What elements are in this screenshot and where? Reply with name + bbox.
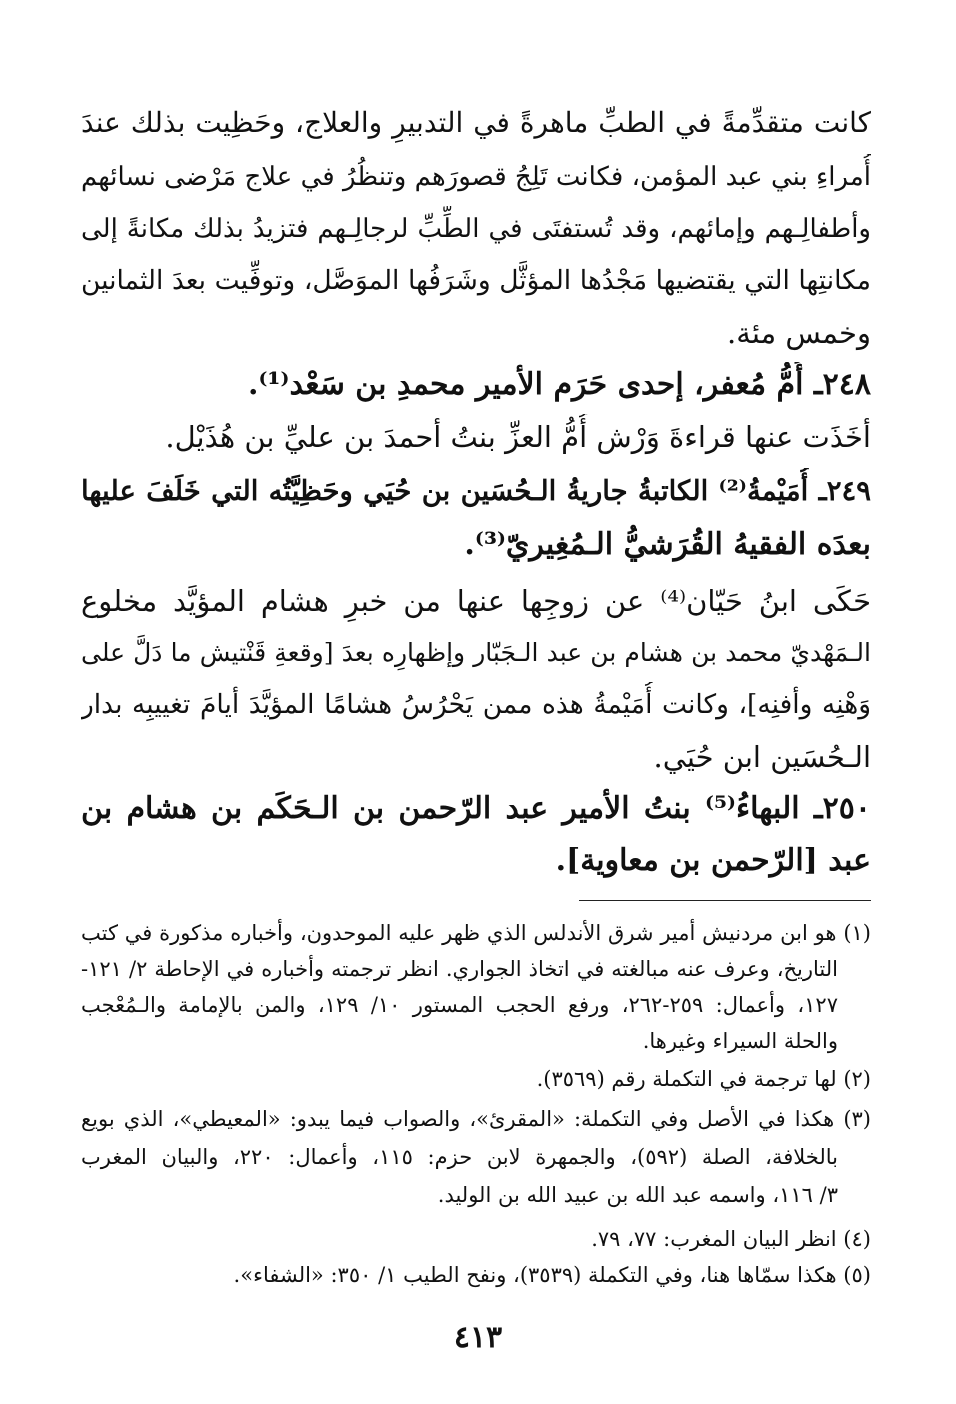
entry-heading-249: ٢٤٩ـ أُمَيْمةُ⁽²⁾ الكاتبةُ جاريةُ الـحُسَين بن حُيَي وحَظِيَّتُه التي خَلَفَ عليها: [81, 475, 871, 507]
entry-heading-248: ٢٤٨ـ أُمُّ مُعفر، إحدى حَرَم الأمير محمدِ بن سَعْد⁽¹⁾.: [248, 367, 871, 402]
entry-text-248: أخَذَت عنها قراءةَ وَرْش أُمُّ العزِّ بنتُ أحمدَ بن عليِّ بن هُذَيْل.: [165, 420, 871, 454]
footnote-3: بالخلافة، الصلة (٥٩٢)، والجمهرة لابن حزم: ١١٥، وأعمال: ٢٢٠، والبيان المغرب: [81, 1145, 838, 1169]
footnote-1: (١) هو ابن مردنيش أمير شرق الأندلس الذي ظهر عليه الموحدون، وأخباره مذكورة في كتب: [81, 921, 871, 945]
entry-heading-250: ٢٥٠ـ البهاءُ⁽⁵⁾ بنتُ الأمير عبد الرّحمن بن الـحَكَم بن هشام بن: [81, 791, 871, 826]
entry-heading-250: عبد [الرّحمن بن معاوية].: [555, 843, 871, 878]
page-number: ٤١٣: [453, 1320, 503, 1355]
footnote-1: ١٢٧، وأعمال: ٢٥٩-٢٦٢، ورفع الحجب المستور ١٠/ ١٢٩، والمن بالإمامة والـمُعْجب: [81, 993, 838, 1017]
footnote-1: التاريخ، وعرف عنه مبالغته في اتخاذ الجواري. انظر ترجمته وأخباره في الإحاطة ٢/ ١٢١-: [81, 957, 838, 981]
paragraph-line: وأطفالِـهم وإمائهم، وقد تُستفتَى في الطِّبِّ لرجالِـهم فتزيدُ بذلك مكانةً إلى: [81, 214, 871, 244]
entry-text-249: الـحُسَين ابن حُيَي.: [653, 740, 871, 774]
footnote-4: (٤) انظر البيان المغرب: ٧٧، ٧٩.: [591, 1227, 871, 1251]
footnote-3: ٣/ ١١٦، واسمه عبد الله بن عبيد الله بن الوليد.: [437, 1183, 838, 1207]
entry-heading-249: بعدَه الفقيهُ القُرَشيُّ الـمُغِيريّ⁽³⁾.: [464, 527, 871, 562]
entry-text-249: الـمَهْديّ محمد بن هشام بن عبد الـجَبّار وإظهارِه بعدَ [وقعةِ قَنْتيش ما دَلَّ على: [81, 638, 871, 667]
paragraph-line: وخمس مئة.: [727, 316, 871, 350]
entry-text-249: وَهْنِه وأفنِه]، وكانت أُمَيْمةُ هذه ممن يَحْرُسُ هشامًا المؤيَّدَ أيامَ تغييبِه بدار: [81, 689, 871, 720]
paragraph-line: مكانتِها التي يقتضيها مَجْدُها المؤثَّل وشَرَفُها الموَصَّل، وتوفِّيت بعدَ الثمانين: [81, 265, 871, 296]
paragraph-line: أُمراءِ بني عبد المؤمن، فكانت تَلِجُ قصورَهم وتنظُرُ في علاج مَرْضى نسائهم: [81, 162, 871, 192]
footnote-3: (٣) هكذا في الأصل وفي التكملة: «المقرئ»، والصواب فيما يبدو: «المعيطي»، الذي بويع: [81, 1107, 871, 1131]
entry-text-249: حَكَى ابنُ حَيّان⁽⁴⁾ عن زوجِها عنها من خبرِ هشام المؤيَّد مخلوع: [81, 584, 871, 618]
footnote-2: (٢) لها ترجمة في التكملة رقم (٣٥٦٩).: [536, 1067, 871, 1091]
paragraph-line: كانت متقدِّمةً في الطبِّ ماهرةً في التدبيرِ والعلاج، وحَظِيت بذلك عندَ: [81, 106, 871, 139]
footnote-separator: [579, 900, 871, 901]
footnote-5: (٥) هكذا سمّاها هنا، وفي التكملة (٣٥٣٩)، ونفح الطيب ١/ ٣٥٠: «الشفاء».: [233, 1263, 871, 1287]
footnote-1: والحلة السيراء وغيرها.: [642, 1029, 838, 1053]
